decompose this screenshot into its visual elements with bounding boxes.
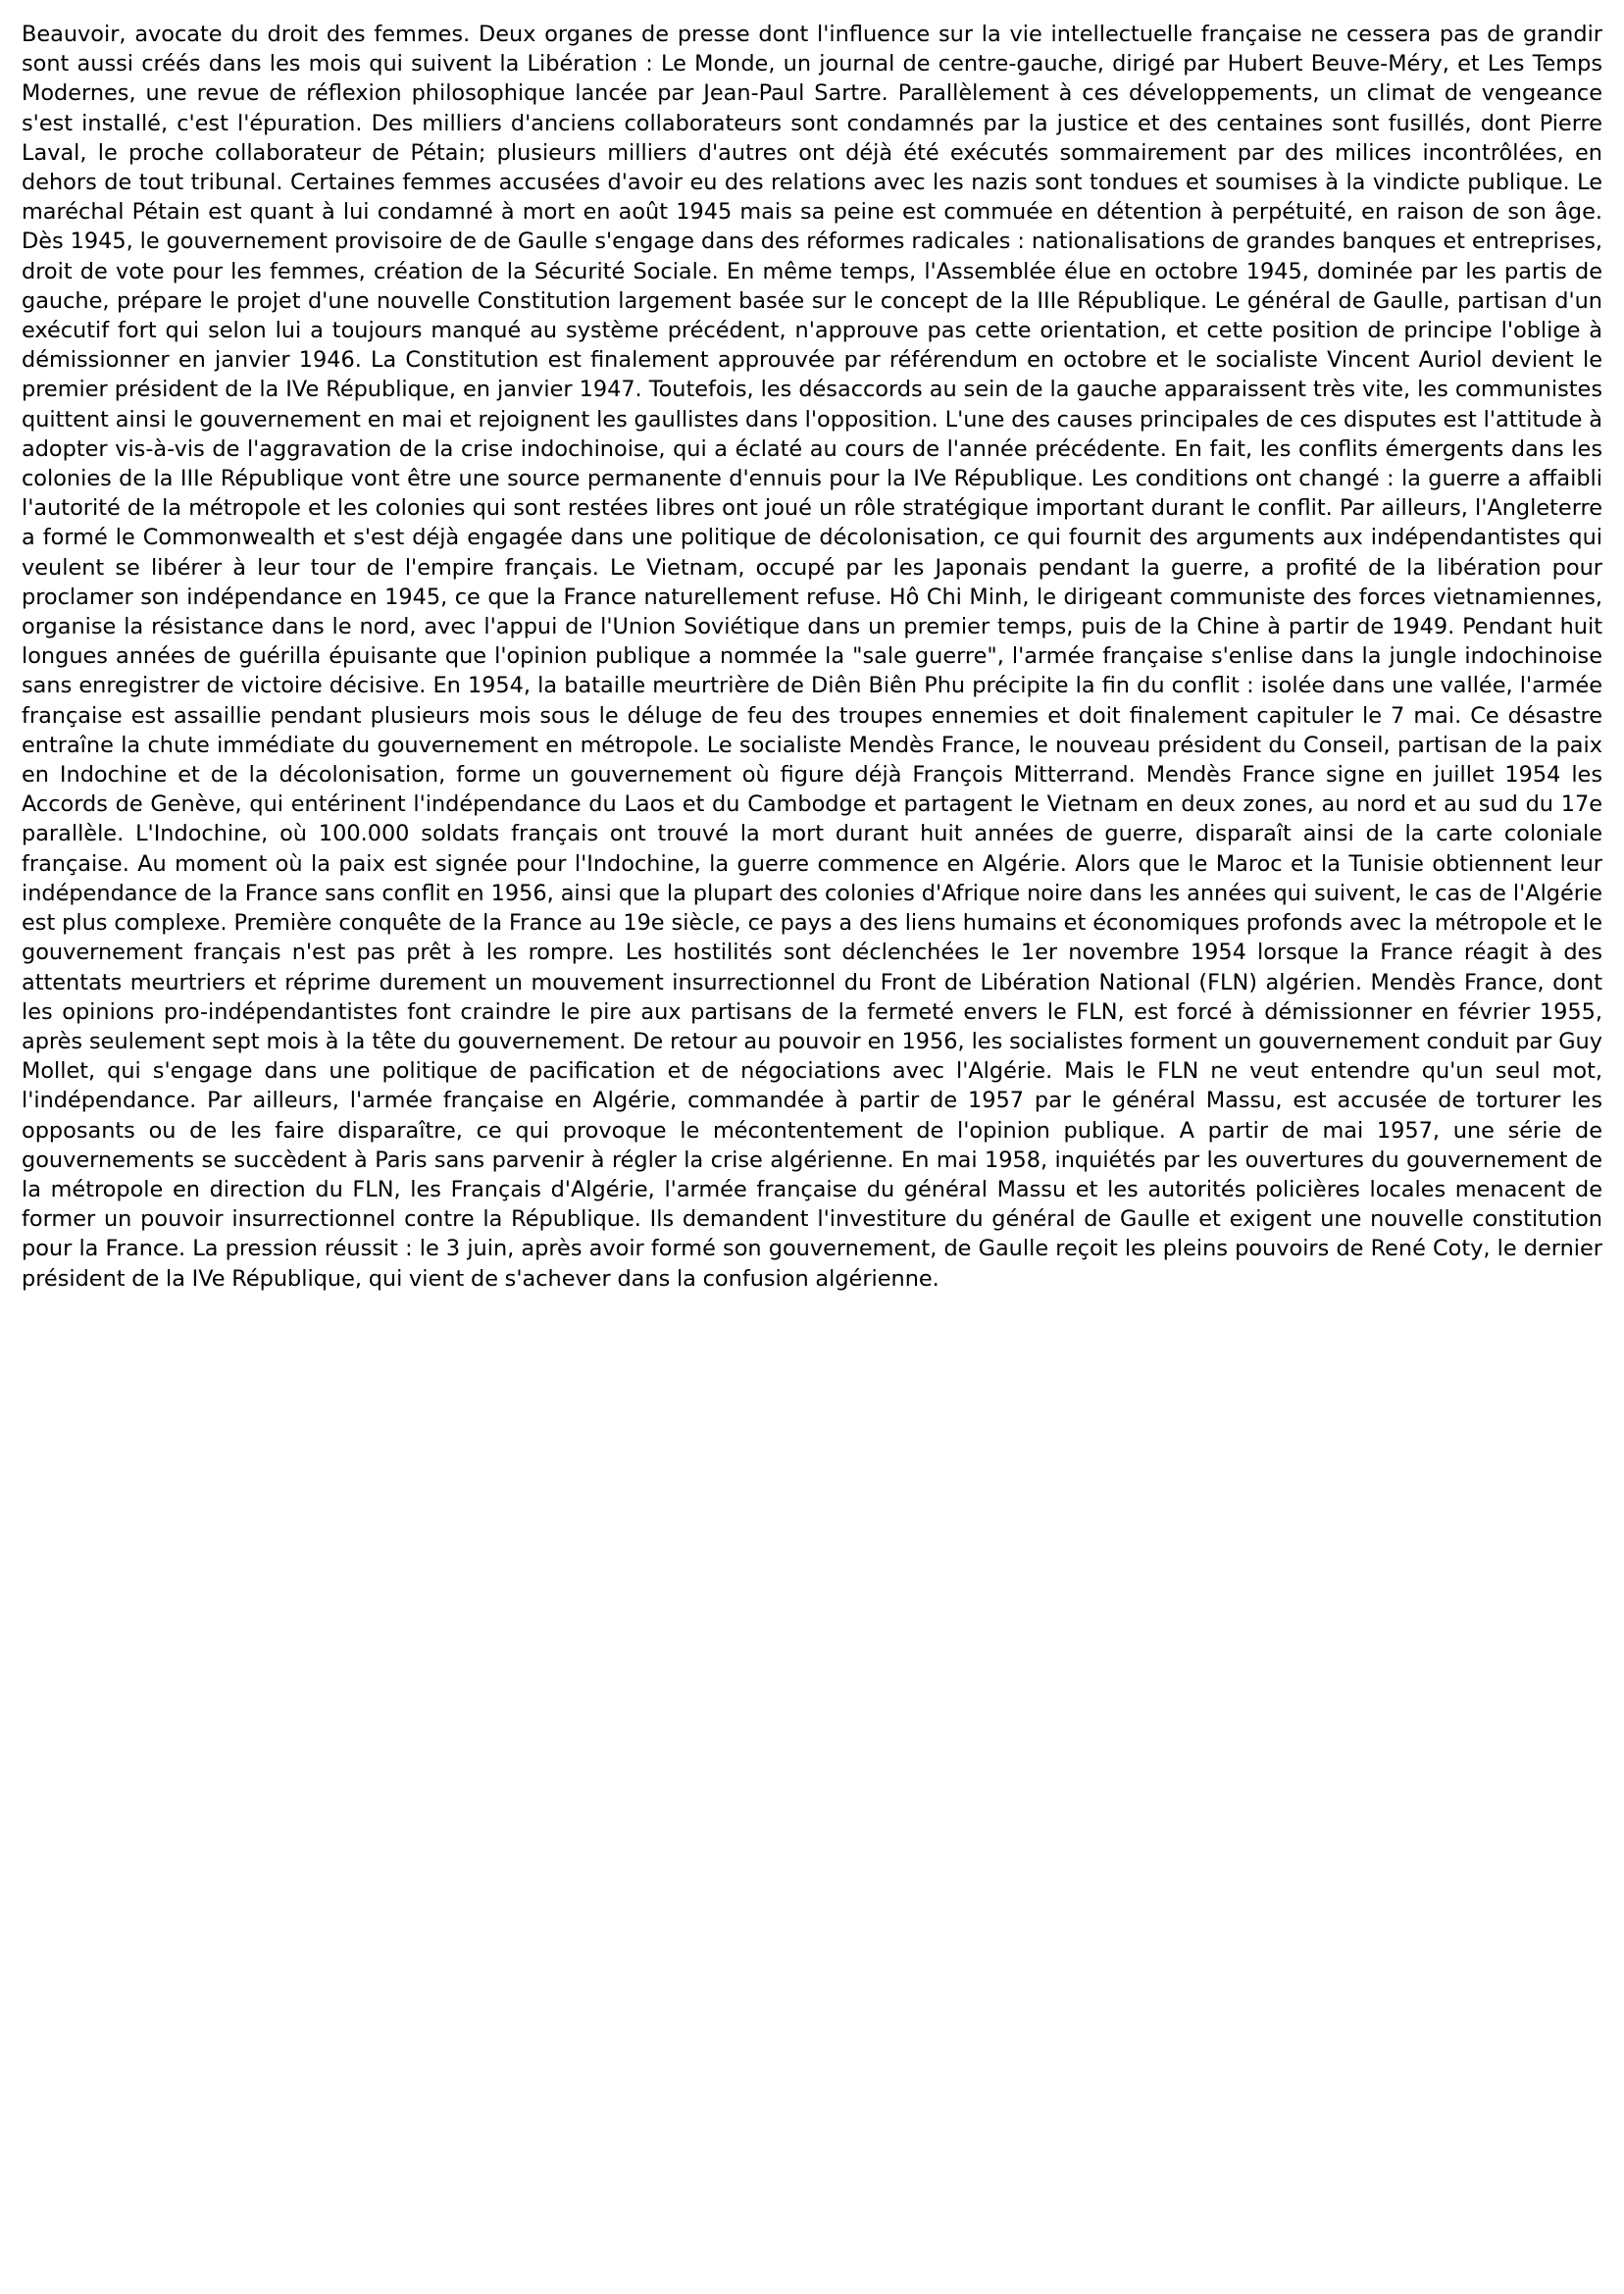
document-page [22, 20, 1602, 1294]
body-paragraph: Beauvoir, avocate du droit des femmes. Deux organes de presse dont l'influence sur la vie intellectuelle française ne cessera pas de grandir sont aussi créés dans les mois qui suivent la Libération : Le Monde, un journal de centre-gauche, dirigé par Hubert Beuve-Méry, et Les Temps Modernes, une revue de réflexion philosophique lancée par Jean-Paul Sartre. Parallèlement à ces développements, un climat de vengeance s'est installé, c'est l'épuration. Des milliers d'anciens collaborateurs sont condamnés par la justice et des centaines sont fusillés, dont Pierre Laval, le proche collaborateur de Pétain; plusieurs milliers d'autres ont déjà été exécutés sommairement par des milices incontrôlées, en dehors de tout tribunal. Certaines femmes accusées d'avoir eu des relations avec les nazis sont tondues et soumises à la vindicte publique. Le maréchal Pétain est quant à lui condamné à mort en août 1945 mais sa peine est commuée en détention à perpétuité, en raison de son âge. Dès 1945, le gouvernement provisoire de de Gaulle s'engage dans des réformes radicales : nationalisations de grandes banques et entreprises, droit de vote pour les femmes, création de la Sécurité Sociale. En même temps, l'Assemblée élue en octobre 1945, dominée par les partis de gauche, prépare le projet d'une nouvelle Constitution largement basée sur le concept de la IIIe République. Le général de Gaulle, partisan d'un exécutif fort qui selon lui a toujours manqué au système précédent, n'approuve pas cette orientation, et cette position de principe l'oblige à démissionner en janvier 1946. La Constitution est finalement approuvée par référendum en octobre et le socialiste Vincent Auriol devient le premier président de la IVe République, en janvier 1947. Toutefois, les désaccords au sein de la gauche apparaissent très vite, les communistes quittent ainsi le gouvernement en mai et rejoignent les gaullistes dans l'opposition. L'une des causes principales de ces disputes est l'attitude à adopter vis-à-vis de l'aggravation de la crise indochinoise, qui a éclaté au cours de l'année précédente. En fait, les conflits émergents dans les colonies de la IIIe République vont être une source permanente d'ennuis pour la IVe République. Les conditions ont changé : la guerre a affaibli l'autorité de la métropole et les colonies qui sont restées libres ont joué un rôle stratégique important durant le conflit. Par ailleurs, l'Angleterre a formé le Commonwealth et s'est déjà engagée dans une politique de décolonisation, ce qui fournit des arguments aux indépendantistes qui veulent se libérer à leur tour de l'empire français. Le Vietnam, occupé par les Japonais pendant la guerre, a profité de la libération pour proclamer son indépendance en 1945, ce que la France naturellement refuse. Hô Chi Minh, le dirigeant communiste des forces vietnamiennes, organise la résistance dans le nord, avec l'appui de l'Union Soviétique dans un premier temps, puis de la Chine à partir de 1949. Pendant huit longues années de guérilla épuisante que l'opinion publique a nommée la "sale guerre", l'armée française s'enlise dans la jungle indochinoise sans enregistrer de victoire décisive. En 1954, la bataille meurtrière de Diên Biên Phu précipite la fin du conflit : isolée dans une vallée, l'armée française est assaillie pendant plusieurs mois sous le déluge de feu des troupes ennemies et doit finalement capituler le 7 mai. Ce désastre entraîne la chute immédiate du gouvernement en métropole. Le socialiste Mendès France, le nouveau président du Conseil, partisan de la paix en Indochine et de la décolonisation, forme un gouvernement où figure déjà François Mitterrand. Mendès France signe en juillet 1954 les Accords de Genève, qui entérinent l'indépendance du Laos et du Cambodge et partagent le Vietnam en deux zones, au nord et au sud du 17e parallèle. L'Indochine, où 100.000 soldats français ont trouvé la mort durant huit années de guerre, disparaît ainsi de la carte coloniale française. Au moment où la paix est signée pour l'Indochine, la guerre commence en Algérie. Alors que le Maroc et la Tunisie obtiennent leur indépendance de la France sans conflit en 1956, ainsi que la plupart des colonies d'Afrique noire dans les années qui suivent, le cas de l'Algérie est plus complexe. Première conquête de la France au 19e siècle, ce pays a des liens humains et économiques profonds avec la métropole et le gouvernement français n'est pas prêt à les rompre. Les hostilités sont déclenchées le 1er novembre 1954 lorsque la France réagit à des attentats meurtriers et réprime durement un mouvement insurrectionnel du Front de Libération National (FLN) algérien. Mendès France, dont les opinions pro-indépendantistes font craindre le pire aux partisans de la fermeté envers le FLN, est forcé à démissionner en février 1955, après seulement sept mois à la tête du gouvernement. De retour au pouvoir en 1956, les socialistes forment un gouvernement conduit par Guy Mollet, qui s'engage dans une politique de pacification et de négociations avec l'Algérie. Mais le FLN ne veut entendre qu'un seul mot, l'indépendance. Par ailleurs, l'armée française en Algérie, commandée à partir de 1957 par le général Massu, est accusée de torturer les opposants ou de les faire disparaître, ce qui provoque le mécontentement de l'opinion publique. A partir de mai 1957, une série de gouvernements se succèdent à Paris sans parvenir à régler la crise algérienne. En mai 1958, inquiétés par les ouvertures du gouvernement de la métropole en direction du FLN, les Français d'Algérie, l'armée française du général Massu et les autorités policières locales menacent de former un pouvoir insurrectionnel contre la République. Ils demandent l'investiture du général de Gaulle et exigent une nouvelle constitution pour la France. La pression réussit : le 3 juin, après avoir formé son gouvernement, de Gaulle reçoit les pleins pouvoirs de René Coty, le dernier président de la IVe République, qui vient de s'achever dans la confusion algérienne. [22, 22, 1602, 1292]
